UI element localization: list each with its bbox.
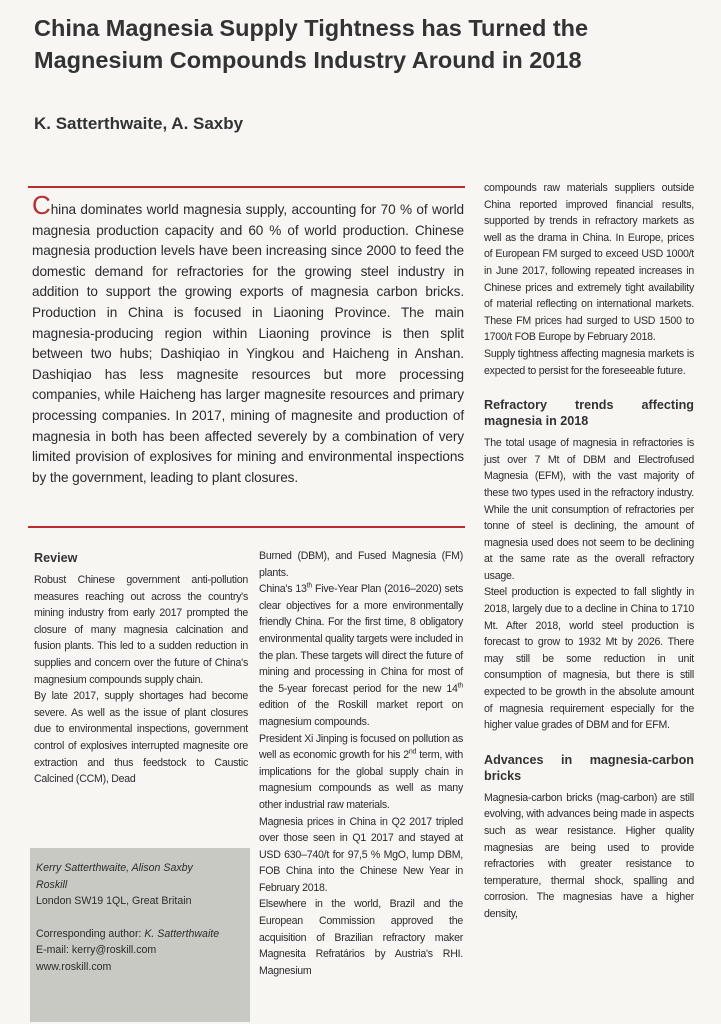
col3-paragraph-1: compounds raw materials suppliers outside China reported improved financial results, supported by trends in refractory markets as well as the drama in China. In Europe, prices of European FM surged to exceed USD 1000/t in June 2017, following repeated increases in Chinese prices and extremely tight availability of material reflecting on international markets. These FM prices had surged to USD 1500 to 1700/t FOB Europe by February 2018.: [484, 182, 694, 344]
refractory-trends-heading: Refractory trends affecting magnesia in 2018: [484, 398, 694, 429]
corresponding-label: Corresponding author:: [36, 927, 145, 940]
affiliation-org: Roskill: [36, 878, 68, 891]
col3-paragraph-5: Magnesia-carbon bricks (mag-carbon) are still evolving, with advances being made in aspects such as wear resistance. Higher quality magnesias are being used to provide refractories with greater resistance to temperature, thermal shock, spalling and corrosion. The magnesias have a higher density,: [484, 791, 694, 920]
col2-p2-text-c: edition of the Roskill market report on magnesium compounds.: [259, 699, 463, 728]
review-paragraph-1: Robust Chinese government anti-pollution measures reaching out across the country's mining industry from early 2017 prompted the closure of many magnesia calcination and fusion plants. This led to a sudden reduction in supplies and concern over the future of China's magnesium compounds supply chain.: [34, 574, 248, 686]
review-paragraph-2: By late 2017, supply shortages had become severe. As well as the issue of plant closures due to environmental inspections, government control of explosives interrupted magnesite ore extraction and thus feedstock to Caustic Calcined (CCM), Dead: [34, 690, 248, 786]
abstract-text: hina dominates world magnesia supply, accounting for 70 % of world magnesia production capacity and 60 % of world production. Chinese magnesia production levels have been increasing since 2000 to feed the domestic demand for refractories for the growing steel industry in addition to support the growing exports of magnesia carbon bricks. Production in China is focused in Liaoning Province. The main magnesia-producing region within Liaoning province is then split between two hubs; Dashiqiao in Yingkou and Haicheng in Anshan. Dashiqiao has less magnesite resources but more processing companies, while Haicheng has larger magnesite resources and primary processing companies. In 2017, mining of magnesite and production of magnesia in both has been affected severely by a combination of very limited provision of explosives for mining and environmental inspections by the government, leading to plant closures.: [32, 202, 464, 485]
abstract-dropcap: C: [32, 190, 51, 220]
col2-p2-sup2: th: [457, 682, 463, 690]
corresponding-author: [36, 926, 246, 943]
affiliation-address: London SW19 1QL, Great Britain: [36, 895, 192, 908]
col2-paragraph-3: [259, 731, 463, 814]
col2-p2-sup: th: [306, 582, 312, 590]
mag-carbon-heading: Advances in magnesia-carbon bricks: [484, 752, 694, 783]
col2-p3-sup: nd: [408, 748, 417, 756]
author-line: K. Satterthwaite, A. Saxby: [34, 114, 244, 133]
column-left: [34, 550, 248, 788]
article-title: China Magnesia Supply Tightness has Turned the Magnesium Compounds Industry Around in 2018: [34, 15, 589, 73]
affiliation-website[interactable]: www.roskill.com: [36, 960, 112, 973]
abstract: [32, 190, 464, 488]
col2-paragraph-4: Magnesia prices in China in Q2 2017 tripled over those seen in Q1 2017 and stayed at USD 630–740/t for 97,5 % MgO, lump DBM, FOB China into the Chinese New Year in February 2018.: [259, 815, 463, 894]
review-heading: Review: [34, 551, 78, 565]
affiliation-names: Kerry Satterthwaite, Alison Saxby: [36, 862, 193, 874]
col2-paragraph-1: Burned (DBM), and Fused Magnesia (FM) plants.: [259, 550, 463, 579]
col2-paragraph-2: [259, 581, 463, 730]
col3-paragraph-3: The total usage of magnesia in refractories is just over 7 Mt of DBM and Electrofused Magnesia (EFM), with the vast majority of these two types used in the refractory industry. While the unit consumption of refractories per tonne of steel is declining, the amount of magnesia used does not seem to be declining at the same rate as the overall refractory usage.: [484, 437, 694, 582]
affiliation-email[interactable]: E-mail: kerry@roskill.com: [36, 944, 157, 957]
column-middle: [259, 548, 463, 979]
col2-p2-text-a: China's 13: [259, 583, 307, 596]
col3-paragraph-2: Supply tightness affecting magnesia markets is expected to persist for the foreseeable future.: [484, 347, 694, 377]
col2-p2-text-b: Five-Year Plan (2016–2020) sets clear objectives for a more environmentally friendly China. For the first time, 8 obligatory environmental quality targets were included in the plan. These targets will direct the future of mining and processing in China for most of the 5-year forecast period for the new 14: [259, 583, 463, 695]
abstract-box: [28, 186, 465, 528]
affiliation-box: [30, 848, 250, 1022]
col2-paragraph-5: Elsewhere in the world, Brazil and the European Commission approved the acquisition of Brazilian refractory maker Magnesita Refratários by Austria's RHI. Magnesium: [259, 898, 463, 977]
corresponding-name: K. Satterthwaite: [144, 927, 220, 940]
col3-paragraph-4: Steel production is expected to fall slightly in 2018, largely due to a decline in China to 1710 Mt. After 2018, world steel production is forecast to grow to 1932 Mt by 2026. There may still be some reduction in unit consumption of magnesia, but there is still expected to be growth in the absolute amount of magnesia requirement especially for the higher value grades of DBM and for EFM.: [484, 586, 694, 732]
col2-p3-text-a: President Xi Jinping is focused on pollution as well as economic growth for his 2: [259, 732, 463, 762]
column-right: [484, 180, 694, 923]
col2-p3-text-b: term, with implications for the global supply chain in magnesium compounds as well as many other industrial raw materials.: [259, 749, 463, 811]
